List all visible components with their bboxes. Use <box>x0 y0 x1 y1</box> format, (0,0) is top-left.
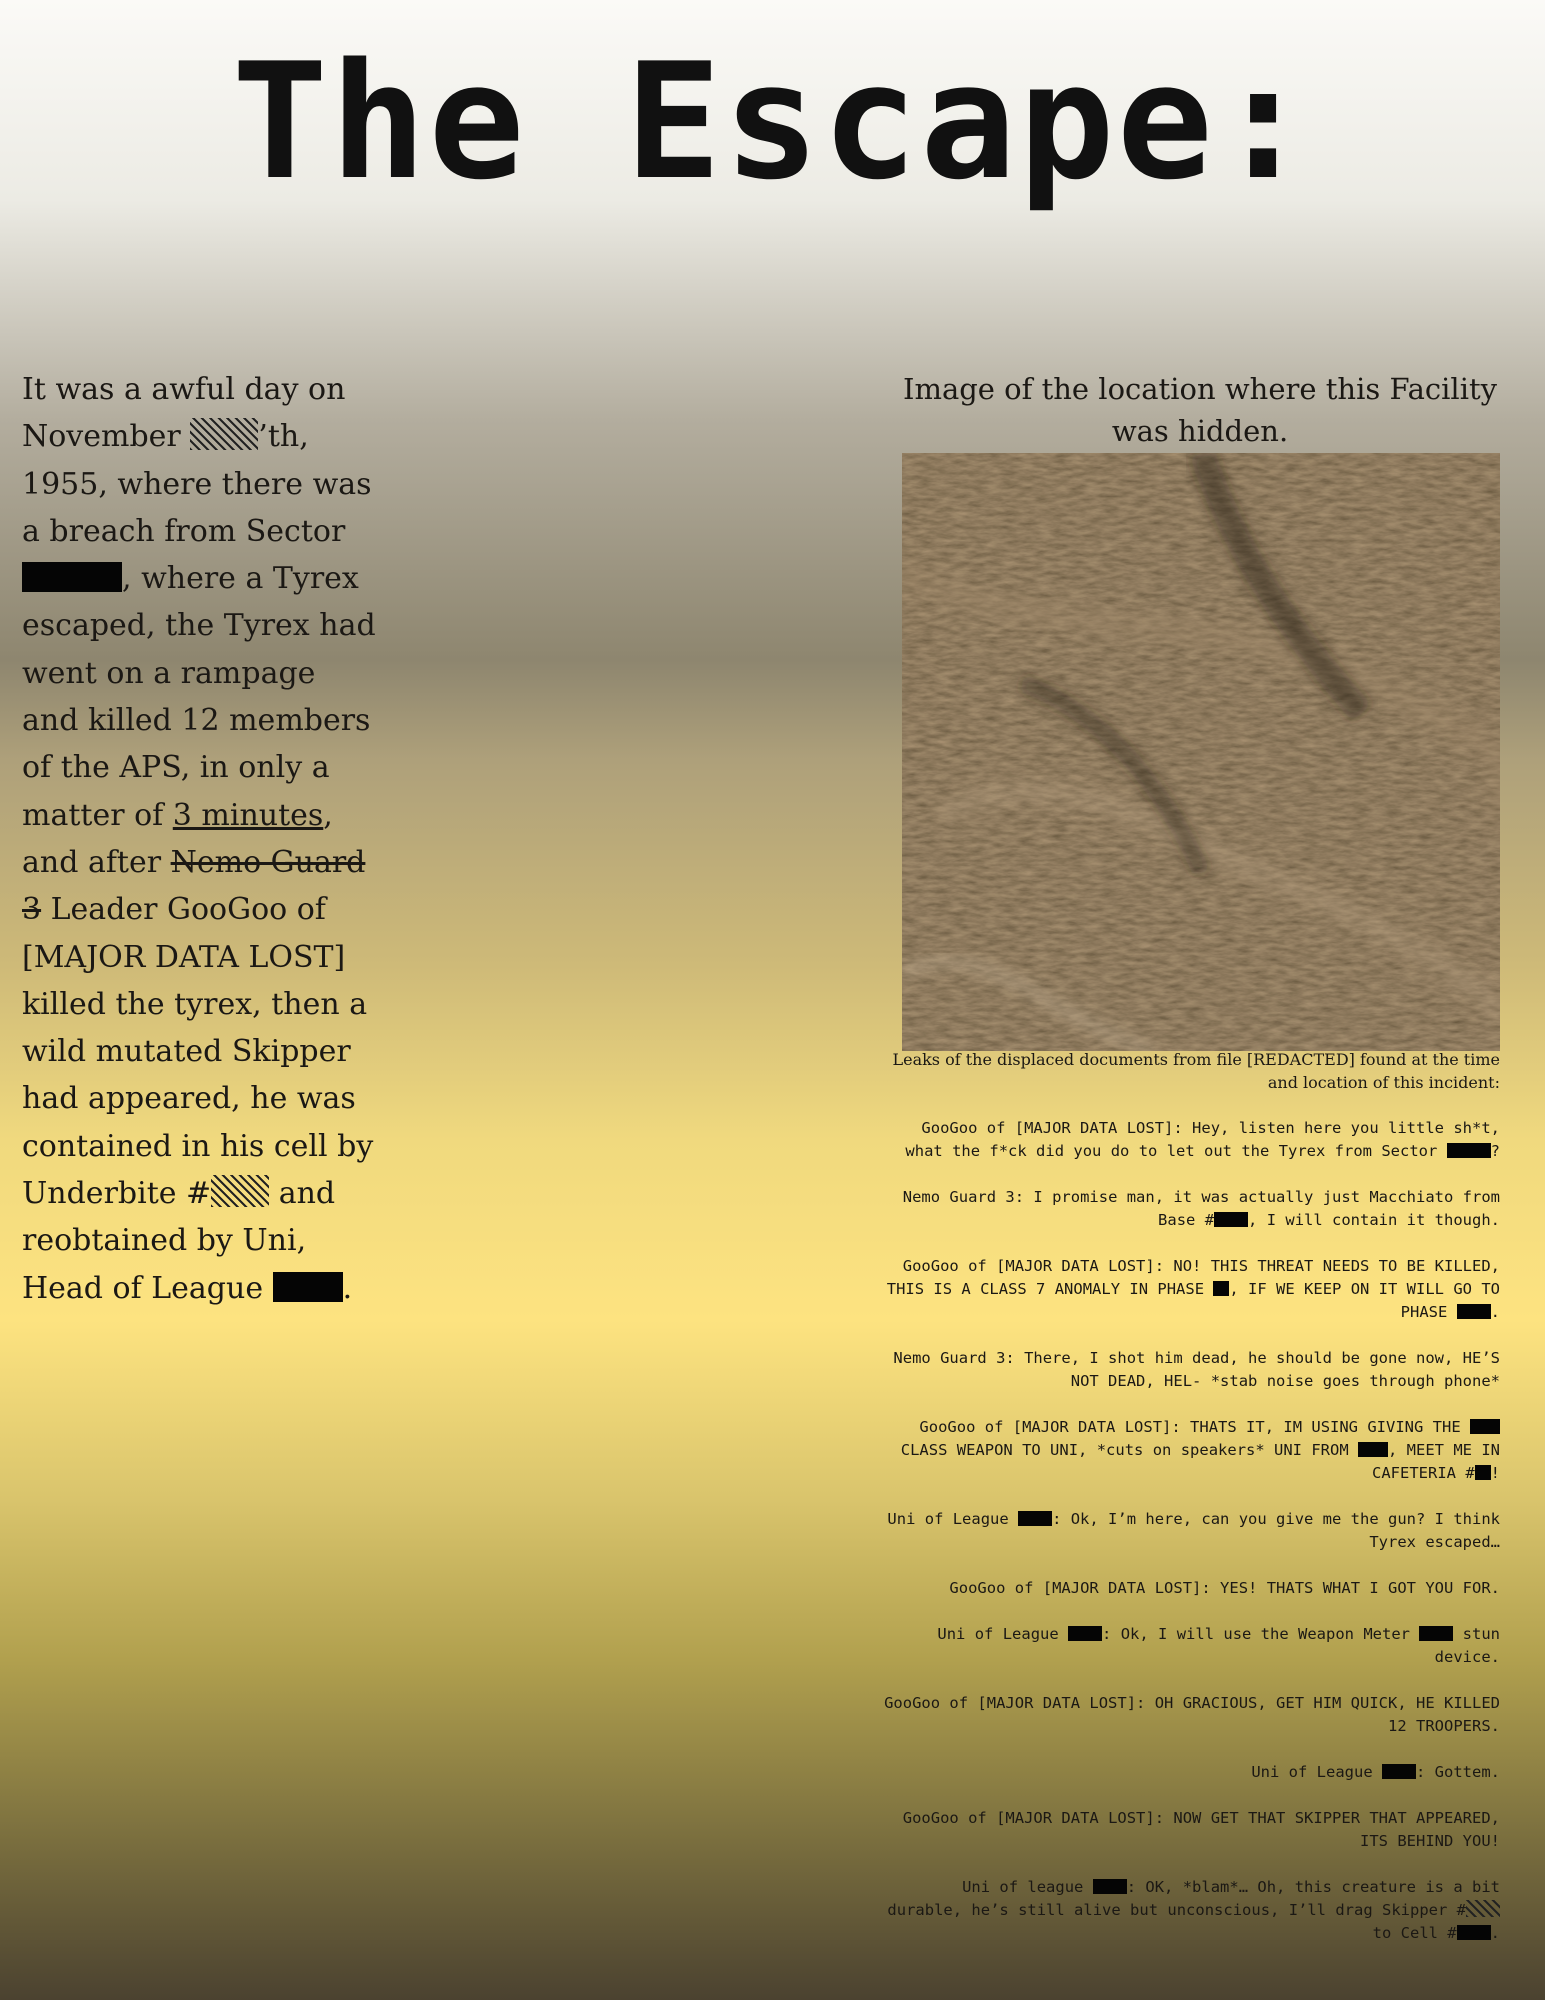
transcript-line <box>880 1347 1500 1393</box>
redaction-bar <box>1447 1143 1491 1158</box>
transcript-line <box>880 1186 1500 1232</box>
line-text: to Cell # <box>1372 1924 1457 1942</box>
transcript-line <box>880 1876 1500 1945</box>
line-text: , MEET ME IN CAFETERIA # <box>1372 1441 1500 1482</box>
transcript-line <box>880 1117 1500 1163</box>
redaction-bar <box>1018 1511 1052 1526</box>
redaction-bar <box>273 1272 343 1302</box>
story-text: It was a awful day on November <box>22 372 346 455</box>
redaction-bar <box>1457 1304 1491 1319</box>
canyon-terrain-image <box>902 453 1500 1051</box>
story-text: , and after <box>22 797 333 880</box>
transcript-line <box>880 1577 1500 1600</box>
redaction-bar <box>1382 1764 1416 1779</box>
redaction-bar <box>1358 1442 1388 1457</box>
line-text: GooGoo of [MAJOR DATA LOST]: NOW GET THAT SKIPPER THAT APPEARED, ITS BEHIND YOU! <box>902 1809 1500 1850</box>
line-text: : Ok, I’m here, can you give me the gun? I think Tyrex escaped… <box>1052 1510 1500 1551</box>
transcript-intro <box>880 1048 1500 1094</box>
line-text: : OK, *blam*… Oh, this creature is a bit durable, he’s still alive but unconscious, I’ll drag Skipper # <box>887 1878 1500 1919</box>
line-text: Uni of League <box>1251 1763 1382 1781</box>
location-photo <box>902 453 1500 1051</box>
redaction-bar <box>1068 1626 1102 1641</box>
line-text: Nemo Guard 3: I promise man, it was actually just Macchiato from Base # <box>902 1188 1500 1229</box>
line-text: GooGoo of [MAJOR DATA LOST]: THATS IT, IM USING GIVING THE <box>919 1418 1470 1436</box>
intro-text: Leaks of the displaced documents from file [REDACTED] found at the time and location of this incident: <box>892 1050 1500 1092</box>
story-text: . <box>342 1270 353 1306</box>
image-caption: Image of the location where this Facility was hidden. <box>902 372 1498 448</box>
line-text: Uni of league <box>962 1878 1093 1896</box>
story-text: ’th, 1955, where there was a breach from Sector <box>22 419 372 549</box>
line-text: GooGoo of [MAJOR DATA LOST]: OH GRACIOUS, GET HIM QUICK, HE KILLED 12 TROOPERS. <box>884 1694 1500 1735</box>
transcript-line <box>880 1508 1500 1554</box>
underlined-duration: 3 minutes <box>172 797 324 833</box>
line-text: ! <box>1490 1464 1500 1482</box>
transcript-line <box>880 1416 1500 1485</box>
struck-name: Nemo Guard 3 <box>22 844 366 928</box>
line-text: ? <box>1490 1142 1500 1160</box>
incident-story <box>22 366 377 1312</box>
story-text: and reobtained by Uni, Head of League <box>22 1176 336 1306</box>
line-text: , IF WE KEEP ON IT WILL GO TO PHASE <box>1229 1280 1500 1321</box>
line-text: Uni of League <box>937 1625 1069 1643</box>
redaction-bar <box>1457 1925 1491 1940</box>
line-text: GooGoo of [MAJOR DATA LOST]: Hey, listen here you little sh*t, what the f*ck did you do to let out the Tyrex from Sector <box>905 1119 1500 1160</box>
line-text: . <box>1490 1303 1500 1321</box>
transcript-line <box>880 1623 1500 1669</box>
transcript-line <box>880 1761 1500 1784</box>
transcript-line <box>880 1692 1500 1738</box>
line-text: : Ok, I will use the Weapon Meter <box>1102 1625 1420 1643</box>
redaction-bar <box>1419 1626 1453 1641</box>
redaction-bar <box>22 562 122 592</box>
transcript-line <box>880 1255 1500 1324</box>
transcript-line <box>880 1807 1500 1853</box>
line-text: . <box>1490 1924 1500 1942</box>
line-text: CLASS WEAPON TO UNI, *cuts on speakers* UNI FROM <box>900 1441 1359 1459</box>
redaction-hatch <box>1466 1900 1500 1917</box>
story-text: Leader GooGoo of [MAJOR DATA LOST] killed the tyrex, then a wild mutated Skipper had appeared, he was contained in his cell by Underbite # <box>22 892 374 1212</box>
leaked-transcript <box>880 1048 1500 1968</box>
document-title: The Escape: <box>231 28 1314 215</box>
line-text: GooGoo of [MAJOR DATA LOST]: YES! THATS WHAT I GOT YOU FOR. <box>949 1579 1500 1597</box>
redaction-bar <box>1214 1212 1248 1227</box>
story-text: , where a Tyrex escaped, the Tyrex had went on a rampage and killed 12 members of the APS, in only a matter of <box>22 561 376 833</box>
redaction-bar <box>1470 1419 1500 1434</box>
line-text: stun device. <box>1434 1625 1500 1666</box>
redaction-bar <box>1093 1879 1127 1894</box>
line-text: GooGoo of [MAJOR DATA LOST]: NO! THIS THREAT NEEDS TO BE KILLED, THIS IS A CLASS 7 ANOMALY IN PHASE <box>886 1257 1500 1298</box>
redaction-bar <box>1475 1465 1491 1480</box>
redaction-hatch <box>190 418 258 450</box>
line-text: Nemo Guard 3: There, I shot him dead, he should be gone now, HE’S NOT DEAD, HEL- *stab noise goes through phone* <box>893 1349 1500 1390</box>
redaction-hatch <box>211 1175 269 1207</box>
line-text: , I will contain it though. <box>1248 1211 1500 1229</box>
line-text: : Gottem. <box>1416 1763 1500 1781</box>
redaction-bar <box>1213 1281 1229 1296</box>
line-text: Uni of League <box>887 1510 1019 1528</box>
